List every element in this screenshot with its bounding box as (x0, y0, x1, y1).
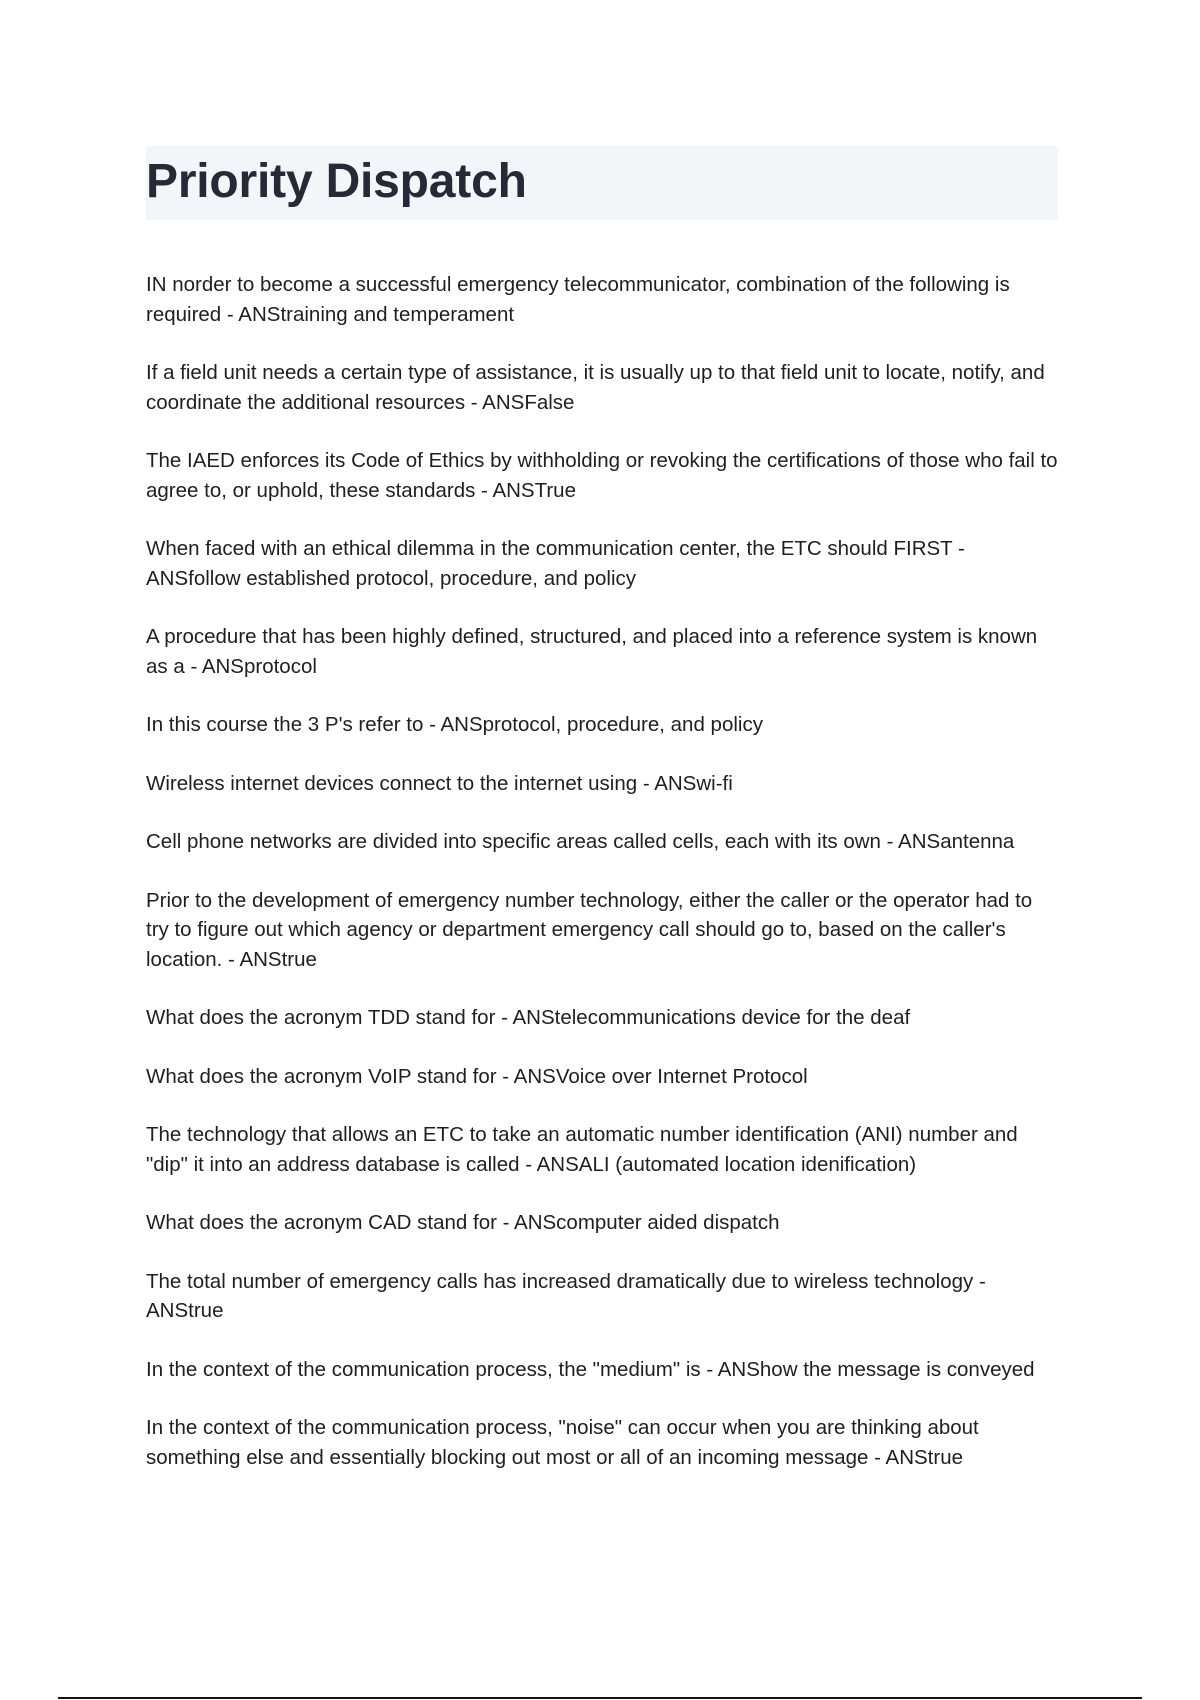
qa-item: When faced with an ethical dilemma in the communication center, the ETC should FIRST - ANSfollow established protocol, procedure, and policy (146, 537, 965, 590)
qa-item: If a field unit needs a certain type of assistance, it is usually up to that field unit to locate, notify, and coordinate the additional resources - ANSFalse (146, 361, 1045, 414)
title-banner (146, 146, 1058, 220)
qa-item: A procedure that has been highly defined, structured, and placed into a reference system is known as a - ANSprotocol (146, 625, 1038, 678)
qa-item: What does the acronym CAD stand for - ANScomputer aided dispatch (146, 1211, 780, 1234)
qa-item: Wireless internet devices connect to the internet using - ANSwi-fi (146, 771, 733, 795)
page-bottom-divider (58, 1697, 1142, 1699)
qa-item: Cell phone networks are divided into specific areas called cells, each with its own - ANSantenna (146, 830, 1015, 853)
qa-item: In this course the 3 P's refer to - ANSprotocol, procedure, and policy (146, 713, 763, 736)
qa-item: In the context of the communication process, the "medium" is - ANShow the message is conveyed (146, 1357, 1035, 1381)
qa-list (146, 270, 1058, 1501)
qa-item: What does the acronym TDD stand for - ANStelecommunications device for the deaf (146, 1006, 911, 1029)
qa-item: The IAED enforces its Code of Ethics by withholding or revoking the certifications of those who fail to agree to, or uphold, these standards - ANSTrue (146, 449, 1058, 502)
qa-item: In the context of the communication process, "noise" can occur when you are thinking about something else and essentially blocking out most or all of an incoming message - ANStrue (146, 1416, 979, 1469)
qa-item: What does the acronym VoIP stand for - ANSVoice over Internet Protocol (146, 1064, 808, 1088)
qa-item: The technology that allows an ETC to take an automatic number identification (ANI) number and "dip" it into an address database is called - ANSALI (automated location idenification) (146, 1123, 1018, 1176)
qa-item: IN norder to become a successful emergency telecommunicator, combination of the following is required - ANStraining and temperament (146, 273, 1010, 326)
qa-item: Prior to the development of emergency number technology, either the caller or the operator had to try to figure out which agency or department emergency call should go to, based on the caller's location. - ANStrue (146, 888, 1033, 971)
qa-item: The total number of emergency calls has increased dramatically due to wireless technology - ANStrue (146, 1269, 986, 1322)
page-title: Priority Dispatch (146, 155, 527, 208)
